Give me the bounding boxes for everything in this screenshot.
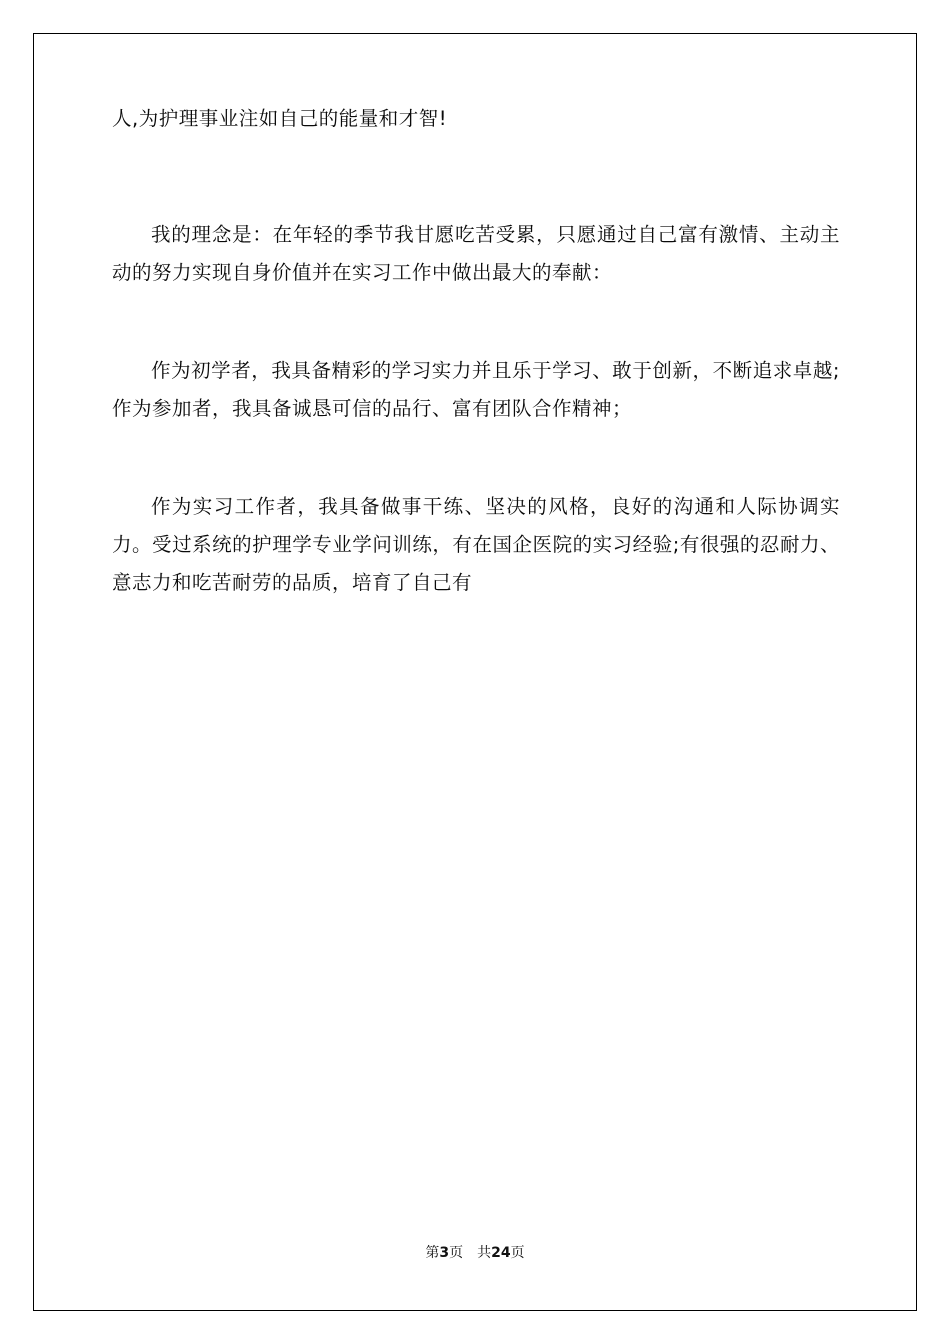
paragraph-2: 我的理念是：在年轻的季节我甘愿吃苦受累，只愿通过自己富有激情、主动主动的努力实现自身价值并在实习工作中做出最大的奉献： (112, 223, 840, 285)
footer-page-prefix: 第 (425, 1245, 440, 1261)
footer-total-prefix: 共 (477, 1245, 492, 1261)
paragraph-1: 人,为护理事业注如自己的能量和才智! (112, 107, 448, 130)
footer-page-suffix: 页 (449, 1245, 464, 1261)
paragraph-4: 作为实习工作者，我具备做事干练、坚决的风格，良好的沟通和人际协调实力。受过系统的护理学专业学问训练，有在国企医院的实习经验;有很强的忍耐力、意志力和吃苦耐劳的品质，培育了自己有 (112, 495, 840, 595)
footer-total-suffix: 页 (510, 1245, 525, 1261)
document-content (112, 100, 840, 662)
paragraph-3: 作为初学者，我具备精彩的学习实力并且乐于学习、敢于创新，不断追求卓越;作为参加者，我具备诚恳可信的品行、富有团队合作精神； (112, 359, 840, 421)
footer-total-number: 24 (491, 1245, 511, 1261)
page-footer (0, 1242, 950, 1262)
footer-page-number: 3 (439, 1245, 450, 1261)
